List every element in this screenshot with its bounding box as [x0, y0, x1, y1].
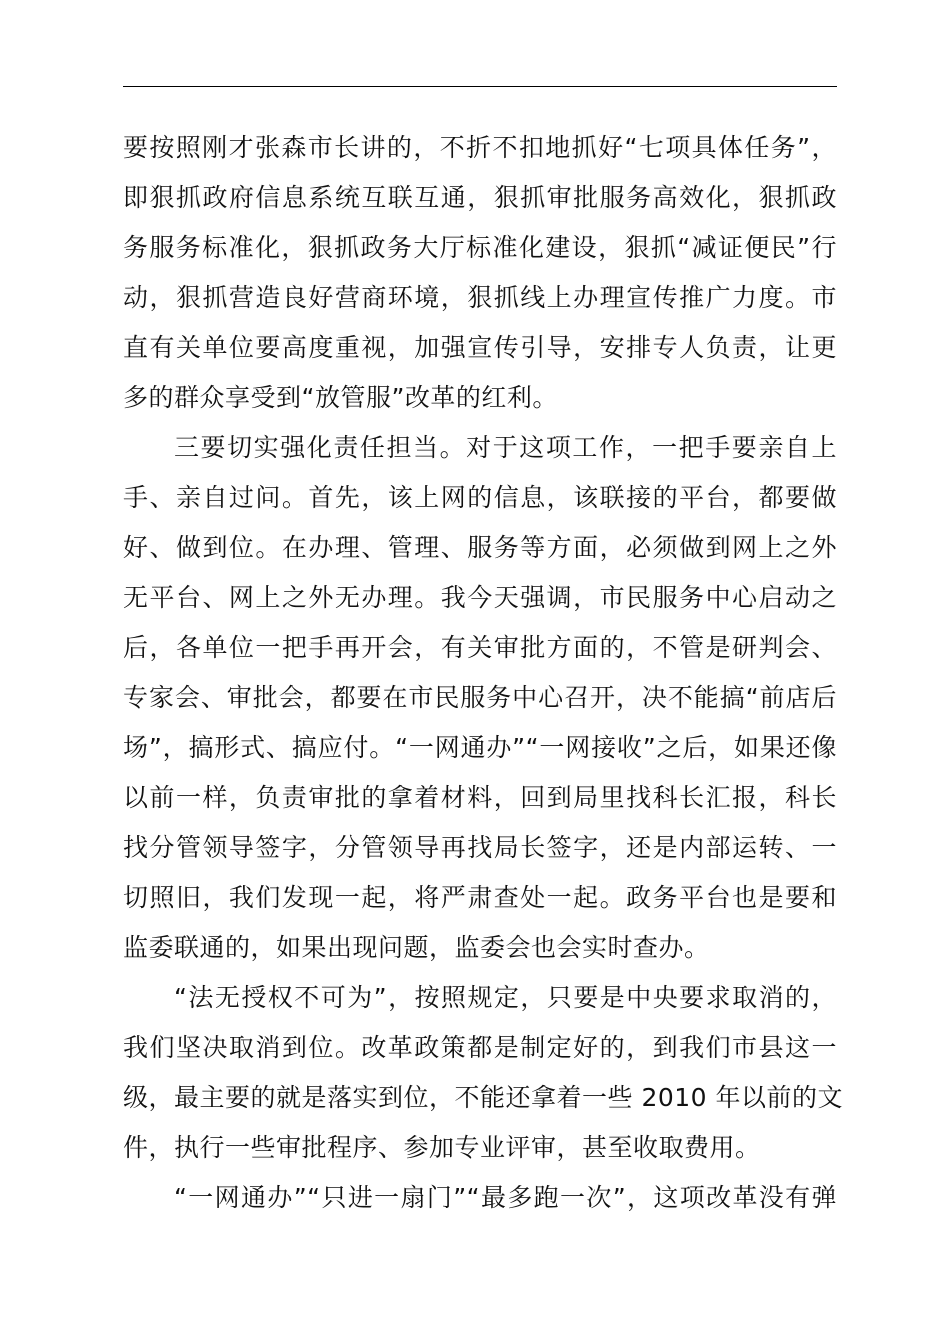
text-line: 我们坚决取消到位。改革政策都是制定好的，到我们市县这一 — [123, 1033, 837, 1062]
text-line: 三要切实强化责任担当。对于这项工作，一把手要亲自上 — [174, 433, 837, 462]
text-line: “法无授权不可为”，按照规定，只要是中央要求取消的， — [174, 983, 837, 1012]
text-line: “一网通办”“只进一扇门”“最多跑一次”，这项改革没有弹 — [174, 1183, 837, 1212]
text-line: 以前一样，负责审批的拿着材料，回到局里找科长汇报，科长 — [123, 783, 837, 812]
text-line: 务服务标准化，狠抓政务大厅标准化建设，狠抓“减证便民”行 — [123, 233, 837, 262]
text-line: 动，狠抓营造良好营商环境，狠抓线上办理宣传推广力度。市 — [123, 283, 837, 312]
body-text — [123, 123, 844, 1223]
text-line: 监委联通的，如果出现问题，监委会也会实时查办。 — [123, 933, 710, 962]
text-line: 要按照刚才张森市长讲的，不折不扣地抓好“七项具体任务”， — [123, 133, 837, 162]
text-line: 后，各单位一把手再开会，有关审批方面的，不管是研判会、 — [123, 633, 837, 662]
text-line: 找分管领导签字，分管领导再找局长签字，还是内部运转、一 — [123, 833, 837, 862]
text-line: 无平台、网上之外无办理。我今天强调，市民服务中心启动之 — [123, 583, 837, 612]
text-line: 手、亲自过问。首先，该上网的信息，该联接的平台，都要做 — [123, 483, 837, 512]
text-line: 场”，搞形式、搞应付。“一网通办”“一网接收”之后，如果还像 — [123, 733, 837, 762]
text-line: 专家会、审批会，都要在市民服务中心召开，决不能搞“前店后 — [123, 683, 837, 712]
text-line: 件，执行一些审批程序、参加专业评审，甚至收取费用。 — [123, 1133, 761, 1162]
text-line: 即狠抓政府信息系统互联互通，狠抓审批服务高效化，狠抓政 — [123, 183, 837, 212]
text-line: 直有关单位要高度重视，加强宣传引导，安排专人负责，让更 — [123, 333, 837, 362]
text-line: 切照旧，我们发现一起，将严肃查处一起。政务平台也是要和 — [123, 883, 837, 912]
text-line: 级，最主要的就是落实到位，不能还拿着一些 2010 年以前的文 — [123, 1083, 844, 1112]
text-line: 好、做到位。在办理、管理、服务等方面，必须做到网上之外 — [123, 533, 837, 562]
text-line: 多的群众享受到“放管服”改革的红利。 — [123, 383, 558, 412]
header-rule — [123, 86, 837, 87]
